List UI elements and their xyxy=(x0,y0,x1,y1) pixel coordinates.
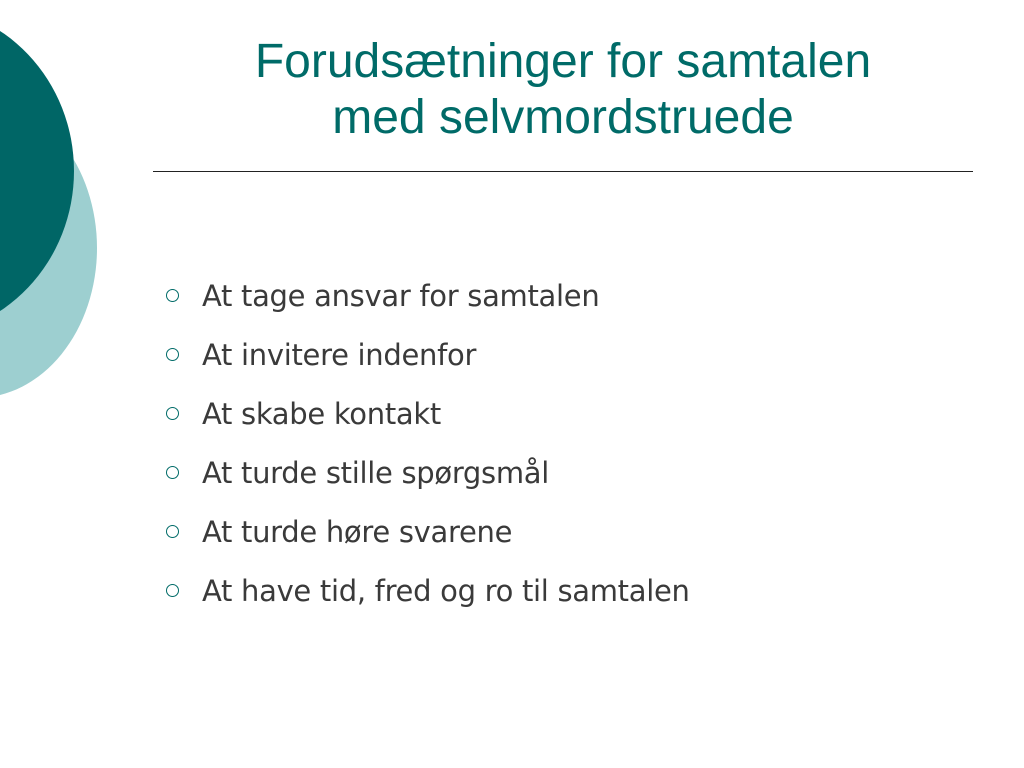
bullet-list xyxy=(164,266,690,620)
bullet-item xyxy=(164,384,690,443)
slide-title xyxy=(160,34,966,146)
circle-bullet-icon xyxy=(166,466,179,479)
circle-bullet-icon xyxy=(166,584,179,597)
circle-bullet-icon xyxy=(166,348,179,361)
bullet-text: At turde høre svarene xyxy=(202,514,513,549)
bullet-text: At invitere indenfor xyxy=(202,337,477,372)
bullet-text: At skabe kontakt xyxy=(202,396,441,431)
circle-bullet-icon xyxy=(166,289,179,302)
bullet-item xyxy=(164,443,690,502)
bullet-text: At turde stille spørgsmål xyxy=(202,455,550,490)
title-divider xyxy=(153,171,973,172)
title-line-1: Forudsætninger for samtalen xyxy=(254,35,872,88)
bullet-item xyxy=(164,266,690,325)
bullet-item xyxy=(164,325,690,384)
circle-bullet-icon xyxy=(166,407,179,420)
bullet-item xyxy=(164,502,690,561)
bullet-item xyxy=(164,561,690,620)
bullet-text: At have tid, fred og ro til samtalen xyxy=(202,573,690,608)
circle-bullet-icon xyxy=(166,525,179,538)
title-line-2: med selvmordstruede xyxy=(332,91,794,144)
bullet-text: At tage ansvar for samtalen xyxy=(202,278,600,313)
